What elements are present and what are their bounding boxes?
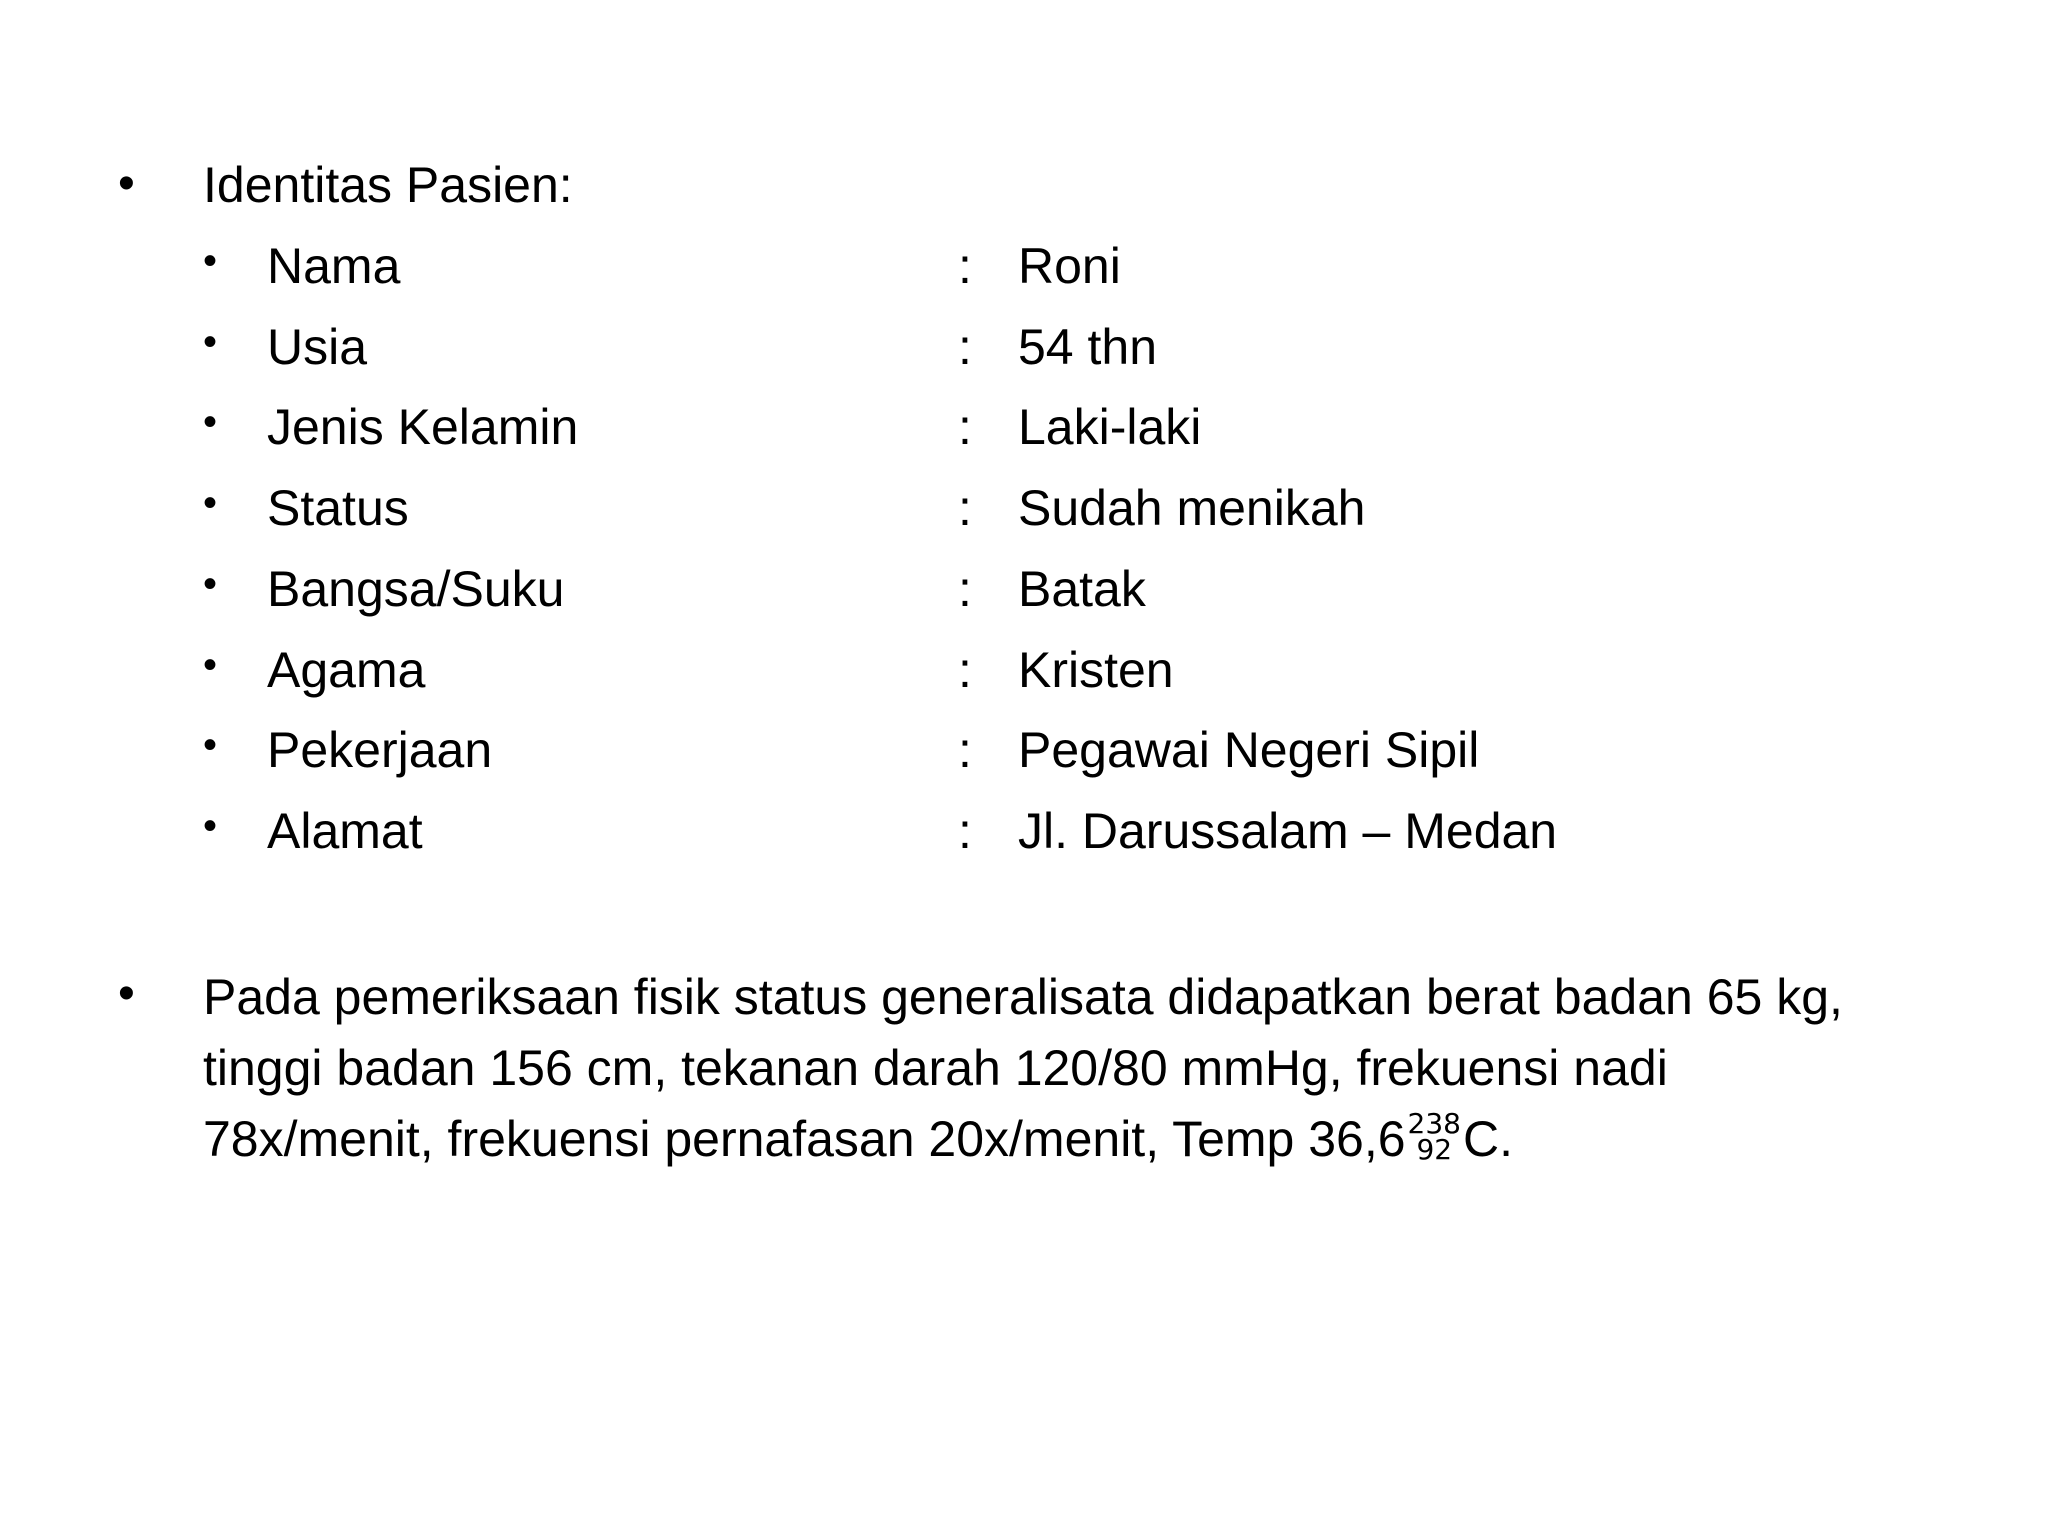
paragraph-line-1: Pada pemeriksaan fisik status generalisata didapatkan berat badan 65 kg,	[203, 969, 1843, 1025]
field-label: Jenis Kelamin	[267, 399, 579, 456]
field-separator: :	[958, 480, 972, 537]
field-label: Usia	[267, 318, 368, 375]
field-label: Pekerjaan	[267, 722, 493, 779]
field-value: Roni	[1018, 238, 1121, 294]
identitas-row-pekerjaan	[0, 722, 2048, 805]
field-value: Pegawai Negeri Sipil	[1018, 722, 1480, 779]
field-separator: :	[958, 722, 972, 779]
bullet-identitas: •	[118, 157, 135, 210]
sub-bullet: •	[203, 803, 218, 848]
field-separator: :	[958, 802, 972, 859]
field-value: Laki-laki	[1018, 399, 1202, 456]
sub-bullet: •	[203, 319, 218, 364]
sub-bullet: •	[203, 481, 218, 526]
identitas-row-nama	[0, 238, 2048, 321]
field-label: Nama	[267, 238, 401, 294]
paragraph-line-3-text: 78x/menit, frekuensi pernafasan 20x/menit, Temp 36,6	[203, 1111, 1406, 1167]
field-separator: :	[958, 238, 972, 294]
field-separator: :	[958, 560, 972, 617]
identitas-row-alamat	[0, 802, 2048, 886]
bullet-pemeriksaan: •	[118, 967, 135, 1020]
pemeriksaan-paragraph	[203, 962, 1963, 1175]
field-value: Batak	[1018, 560, 1146, 617]
field-value: Sudah menikah	[1018, 480, 1366, 537]
field-separator: :	[958, 641, 972, 698]
paragraph-line-3	[203, 1104, 1963, 1175]
paragraph-line-2: tinggi badan 156 cm, tekanan darah 120/80 mmHg, frekuensi nadi	[203, 1040, 1668, 1096]
field-label: Status	[267, 480, 409, 537]
sub-bullet: •	[203, 400, 218, 445]
sub-bullet: •	[203, 239, 218, 283]
nuclide-fraction	[1407, 1106, 1461, 1166]
field-label: Agama	[267, 641, 426, 698]
field-separator: :	[958, 318, 972, 375]
identitas-row-usia	[0, 318, 2048, 402]
field-label: Bangsa/Suku	[267, 560, 565, 617]
field-value: 54 thn	[1018, 318, 1158, 375]
paragraph-line-3-suffix: C.	[1463, 1111, 1513, 1167]
identitas-heading: Identitas Pasien:	[203, 157, 573, 213]
identitas-row-status	[0, 480, 2048, 563]
sub-bullet: •	[203, 561, 218, 606]
field-value: Kristen	[1018, 641, 1174, 698]
field-value: Jl. Darussalam – Medan	[1018, 802, 1558, 859]
identitas-row-agama	[0, 641, 2048, 725]
fraction-bottom: 92	[1416, 1132, 1453, 1166]
field-separator: :	[958, 399, 972, 456]
field-label: Alamat	[267, 802, 423, 859]
identitas-row-jenis-kelamin	[0, 399, 2048, 482]
sub-bullet: •	[203, 642, 218, 687]
fraction-top: 238	[1407, 1106, 1461, 1140]
identitas-row-bangsa-suku	[0, 560, 2048, 644]
sub-bullet: •	[203, 723, 218, 768]
